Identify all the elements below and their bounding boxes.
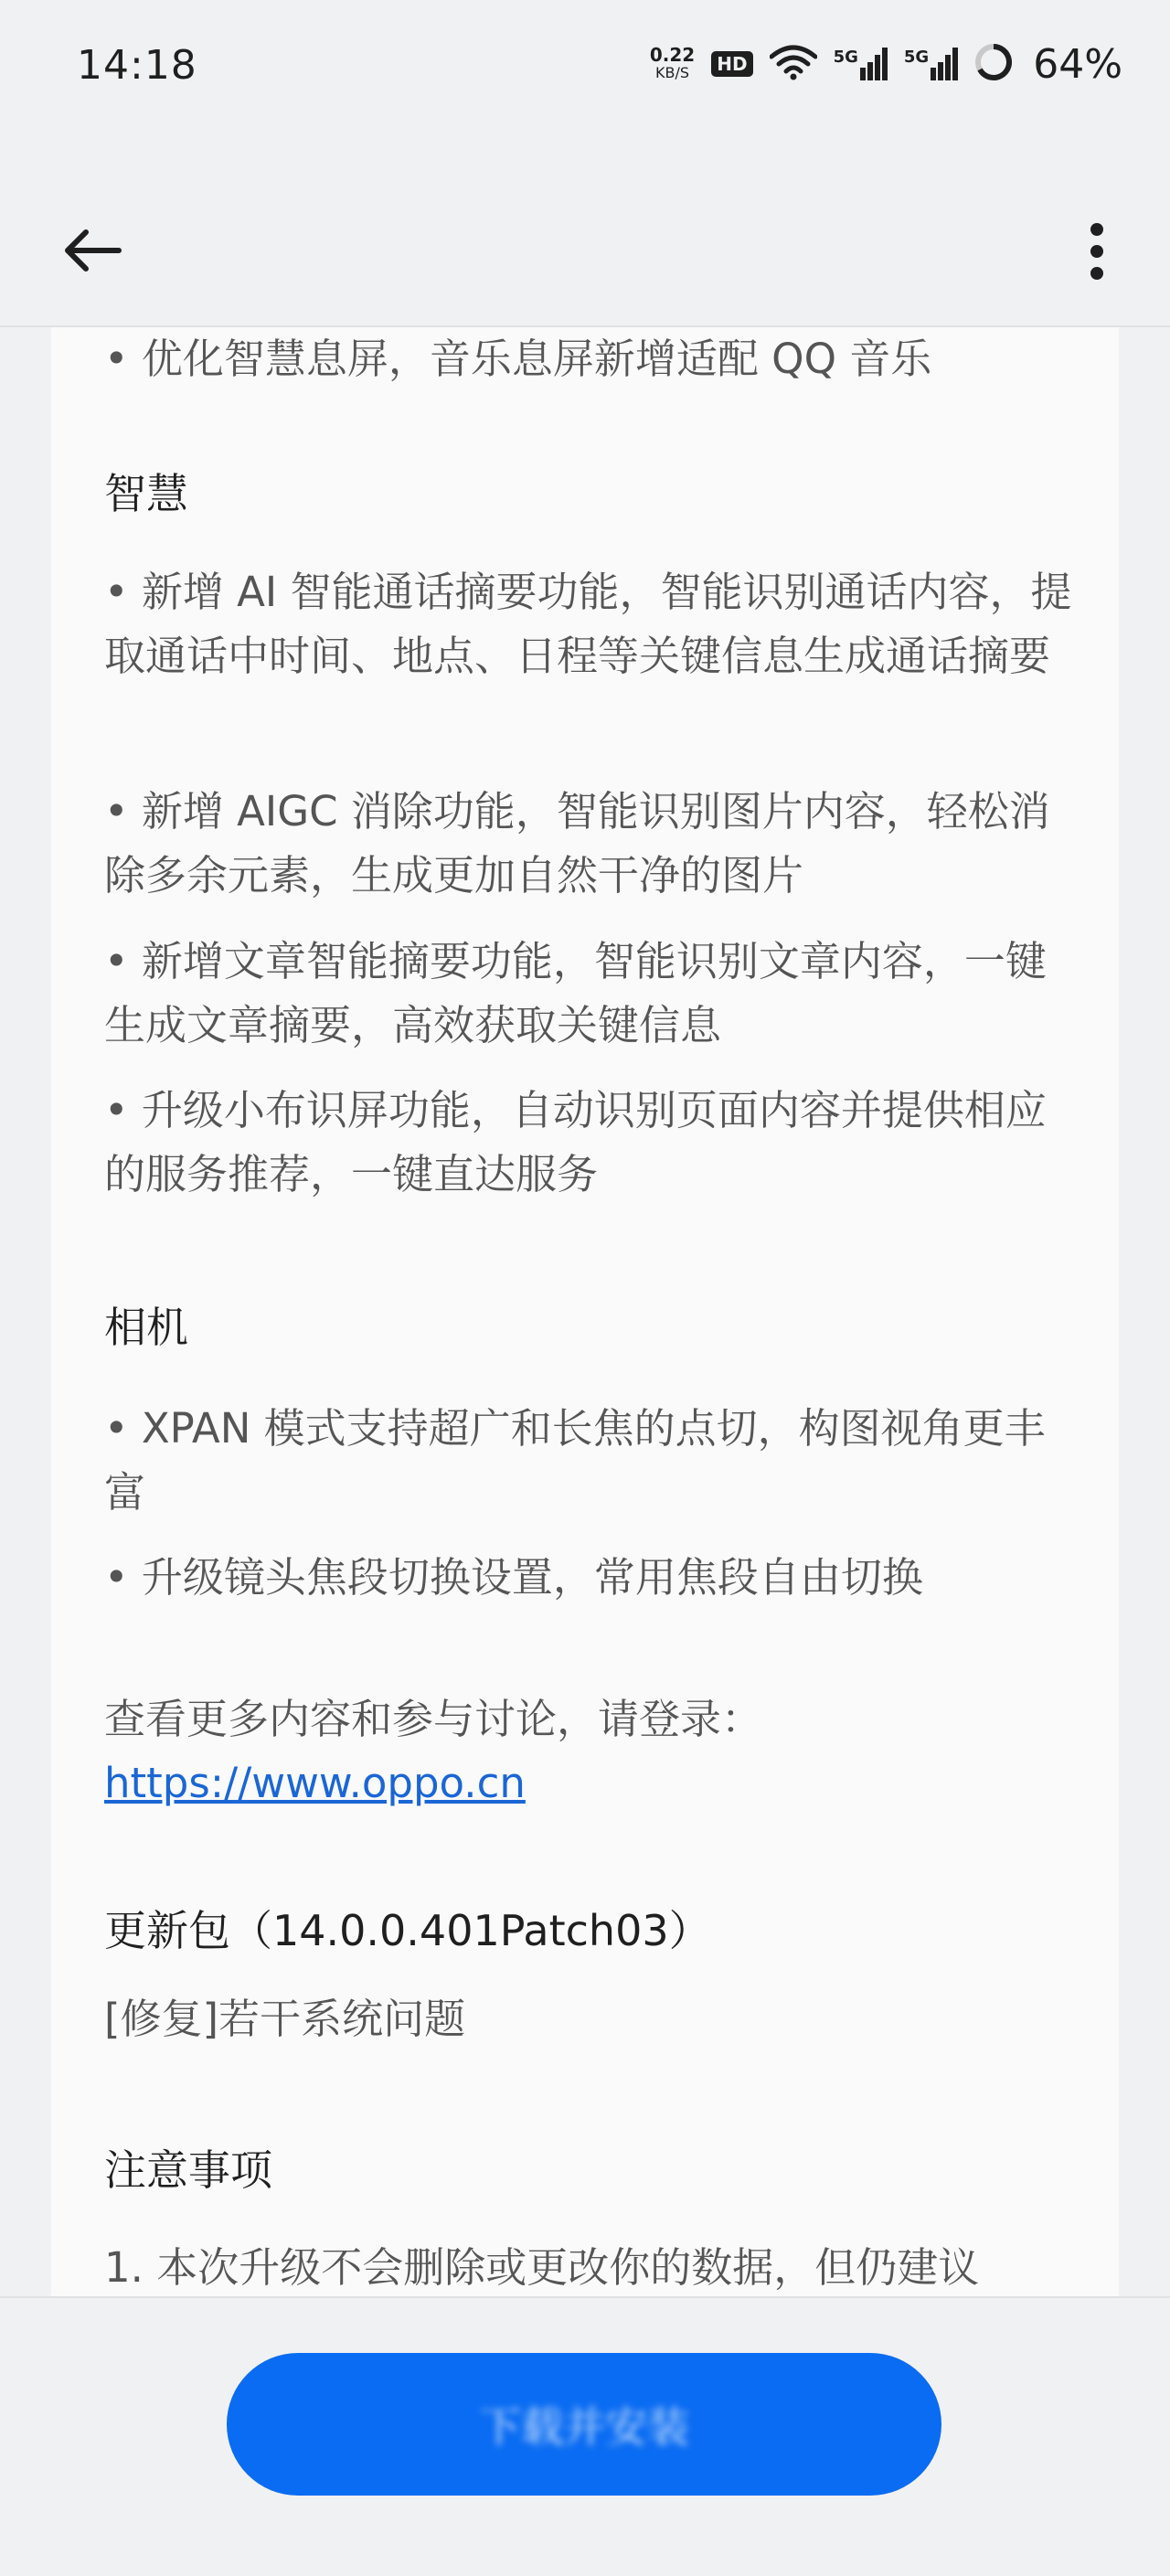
login-link[interactable]: https://www.oppo.cn xyxy=(104,1759,526,1807)
download-install-label: 下载并安装 xyxy=(479,2403,689,2451)
network-speed xyxy=(650,46,695,82)
list-item: • 升级镜头焦段切换设置，常用焦段自由切换 xyxy=(104,1553,923,1602)
more-vertical-icon xyxy=(1088,222,1106,281)
battery-icon xyxy=(974,43,1013,85)
status-time: 14:18 xyxy=(77,42,197,89)
list-item: • 优化智慧息屏，音乐息屏新增适配 QQ 音乐 xyxy=(104,335,932,383)
network-speed-value: 0.22 xyxy=(649,44,696,66)
more-options-button[interactable] xyxy=(1060,210,1133,293)
signal-icon-sim1 xyxy=(834,48,888,80)
list-item: • 升级小布识屏功能，自动识别页面内容并提供相应的服务推荐，一键直达服务 xyxy=(104,1086,1047,1198)
release-notes-card[interactable] xyxy=(51,327,1119,2296)
package-title: 更新包（14.0.0.401Patch03） xyxy=(104,1906,711,1955)
list-item: • 新增 AI 智能通话摘要功能，智能识别通话内容，提取通话中时间、地点、日程等关键信息生成通话摘要 xyxy=(104,568,1072,680)
section-title-smart: 智慧 xyxy=(104,469,188,518)
notes-title: 注意事项 xyxy=(104,2145,272,2195)
battery-percent: 64% xyxy=(1033,40,1122,88)
toolbar xyxy=(0,137,1170,327)
download-install-button[interactable] xyxy=(227,2353,941,2496)
wifi-icon xyxy=(770,44,817,84)
package-note: [修复]若干系统问题 xyxy=(104,1995,466,2043)
signal1-label: 5G xyxy=(833,48,858,67)
notes-first-item: 1. 本次升级不会删除或更改你的数据，但仍建议 xyxy=(104,2243,980,2292)
status-bar xyxy=(0,0,1170,137)
list-item: • 新增文章智能摘要功能，智能识别文章内容，一键生成文章摘要，高效获取关键信息 xyxy=(104,937,1047,1049)
list-item: • 新增 AIGC 消除功能，智能识别图片内容，轻松消除多余元素，生成更加自然干净的图片 xyxy=(104,787,1050,899)
signal2-label: 5G xyxy=(903,48,930,67)
hd-icon: HD xyxy=(711,51,752,77)
network-speed-unit: KB/S xyxy=(655,64,690,81)
back-button[interactable] xyxy=(51,214,133,287)
list-item: • XPAN 模式支持超广和长焦的点切，构图视角更丰富 xyxy=(104,1404,1046,1517)
login-prompt: 查看更多内容和参与讨论，请登录： xyxy=(104,1695,763,1743)
status-icons xyxy=(650,37,1122,91)
arrow-left-icon xyxy=(60,228,124,273)
section-title-camera: 相机 xyxy=(104,1303,188,1352)
bottom-action-bar xyxy=(0,2296,1170,2576)
signal-icon-sim2 xyxy=(904,48,958,80)
